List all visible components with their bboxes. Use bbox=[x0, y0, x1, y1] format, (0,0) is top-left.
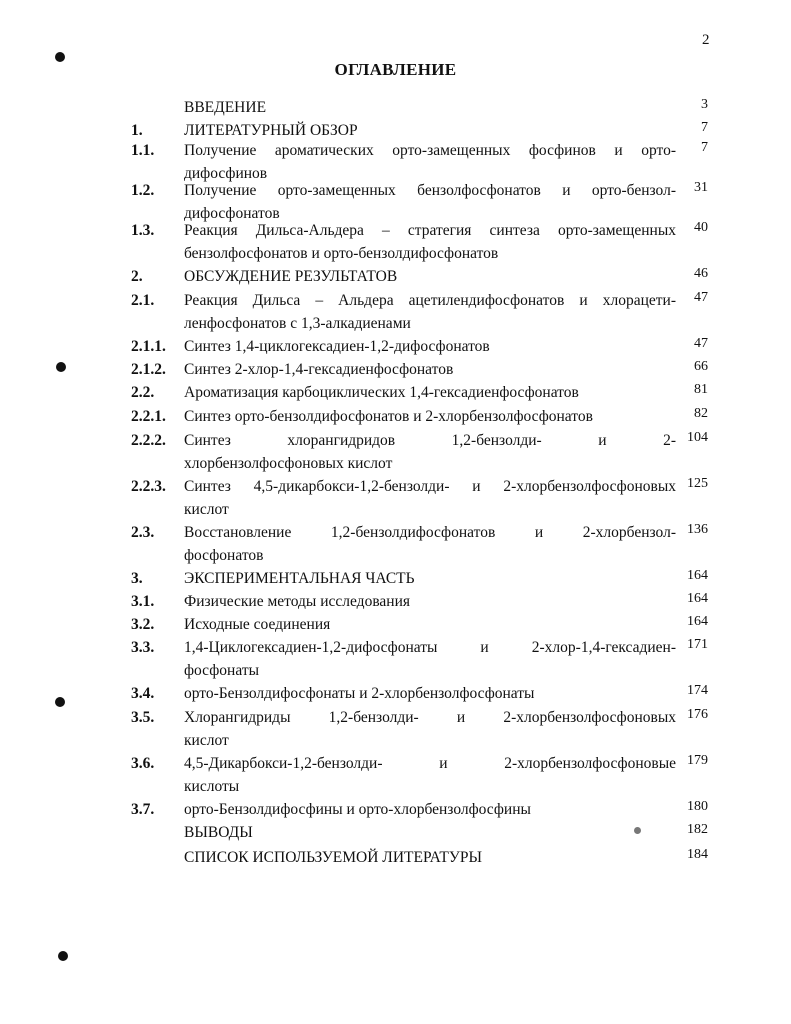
toc-entry-page: 82 bbox=[694, 406, 708, 421]
toc-entry-page: 180 bbox=[687, 799, 708, 814]
toc-entry-page: 81 bbox=[694, 382, 708, 397]
toc-entry-number: 2.1.2. bbox=[131, 361, 166, 378]
toc-entry-title bbox=[184, 429, 676, 475]
toc-entry-page: 125 bbox=[687, 476, 708, 491]
toc-entry-number: 2.2.1. bbox=[131, 408, 166, 425]
toc-entry-title bbox=[184, 613, 676, 636]
toc-entry-title-line: СПИСОК ИСПОЛЬЗУЕМОЙ ЛИТЕРАТУРЫ bbox=[184, 849, 482, 866]
toc-entry-number: 1.1. bbox=[131, 142, 155, 159]
toc-entry-title-line: Синтез орто-бензолдифосфонатов и 2-хлорбензолфосфонатов bbox=[184, 408, 593, 425]
toc-entry-page: 182 bbox=[687, 822, 708, 837]
toc-entry-title bbox=[184, 682, 676, 705]
toc-entry-title-line: 1,4-Циклогексадиен-1,2-дифосфонаты и 2-хлор-1,4-гексадиен- bbox=[184, 639, 676, 656]
toc-entry-title-line: Хлорангидриды 1,2-бензолди- и 2-хлорбензолфосфоновых bbox=[184, 709, 676, 726]
toc-entry-title-line: орто-Бензолдифосфонаты и 2-хлорбензолфосфонаты bbox=[184, 685, 535, 702]
toc-entry-page: 7 bbox=[701, 140, 708, 155]
toc-entry-title bbox=[184, 636, 676, 682]
toc-entry-title-line: дифосфонатов bbox=[184, 205, 280, 222]
toc-entry-title-line: ЛИТЕРАТУРНЫЙ ОБЗОР bbox=[184, 122, 358, 139]
page-title: ОГЛАВЛЕНИЕ bbox=[334, 60, 457, 79]
toc-entry-page: 176 bbox=[687, 707, 708, 722]
toc-entry-number: 1.3. bbox=[131, 222, 155, 239]
toc-entry-page: 164 bbox=[687, 614, 708, 629]
toc-entry-title bbox=[184, 335, 676, 358]
toc-entry-title-line: ВЫВОДЫ bbox=[184, 824, 253, 841]
toc-entry-number: 3.3. bbox=[131, 639, 155, 656]
toc-entry-title bbox=[184, 846, 676, 869]
toc-entry-title-line: кислоты bbox=[184, 778, 240, 795]
toc-entry-title-line: Физические методы исследования bbox=[184, 593, 411, 610]
toc-entry-number: 3.6. bbox=[131, 755, 155, 772]
toc-entry-number: 3.5. bbox=[131, 709, 155, 726]
toc-entry-title bbox=[184, 798, 676, 821]
toc-entry-title bbox=[184, 752, 676, 798]
toc-entry-number: 3.7. bbox=[131, 801, 155, 818]
toc-entry-title bbox=[184, 567, 676, 590]
toc-entry-page: 184 bbox=[687, 847, 708, 862]
toc-entry-title-line: орто-Бензолдифосфины и орто-хлорбензолфосфины bbox=[184, 801, 531, 818]
toc-entry-page: 46 bbox=[694, 266, 708, 281]
toc-entry-title bbox=[184, 96, 676, 119]
toc-entry-number: 2.2. bbox=[131, 384, 155, 401]
toc-entry-title-line: хлорбензолфосфоновых кислот bbox=[184, 455, 393, 472]
toc-entry-page: 171 bbox=[687, 637, 708, 652]
toc-entry-title-line: Синтез 2-хлор-1,4-гексадиенфосфонатов bbox=[184, 361, 454, 378]
toc-entry-title-line: 4,5-Дикарбокси-1,2-бензолди- и 2-хлорбензолфосфоновые bbox=[184, 755, 676, 772]
toc-entry-page: 164 bbox=[687, 568, 708, 583]
toc-entry-title bbox=[184, 706, 676, 752]
toc-entry-number: 2.3. bbox=[131, 524, 155, 541]
toc-entry-title-line: дифосфинов bbox=[184, 165, 268, 182]
toc-entry-number: 3. bbox=[131, 570, 143, 587]
toc-entry-title bbox=[184, 405, 676, 428]
toc-entry-title bbox=[184, 521, 676, 567]
toc-entry-page: 164 bbox=[687, 591, 708, 606]
toc-entry-title-line: Реакция Дильса – Альдера ацетилендифосфонатов и хлорацети- bbox=[184, 292, 676, 309]
toc-entry-page: 31 bbox=[694, 180, 708, 195]
scan-speck bbox=[58, 951, 68, 961]
toc-entry-title-line: фосфонаты bbox=[184, 662, 260, 679]
toc-entry-number: 2.1. bbox=[131, 292, 155, 309]
toc-entry-number: 1. bbox=[131, 122, 143, 139]
toc-entry-title-line: Синтез хлорангидридов 1,2-бензолди- и 2- bbox=[184, 432, 676, 449]
toc-entry-number: 2. bbox=[131, 268, 143, 285]
toc-entry-page: 66 bbox=[694, 359, 708, 374]
scan-speck bbox=[55, 52, 65, 62]
toc-entry-title-line: фосфонатов bbox=[184, 547, 264, 564]
toc-entry-title-line: ВВЕДЕНИЕ bbox=[184, 99, 267, 116]
toc-entry-number: 3.1. bbox=[131, 593, 155, 610]
toc-entry-title bbox=[184, 821, 676, 844]
toc-entry-title-line: бензолфосфонатов и орто-бензолдифосфонатов bbox=[184, 245, 499, 262]
toc-entry-number: 3.4. bbox=[131, 685, 155, 702]
toc-entry-page: 174 bbox=[687, 683, 708, 698]
toc-entry-title-line: кислот bbox=[184, 501, 229, 518]
toc-entry-page: 3 bbox=[701, 97, 708, 112]
toc-entry-title bbox=[184, 289, 676, 335]
toc-entry-title bbox=[184, 475, 676, 521]
toc-entry-number: 2.2.2. bbox=[131, 432, 166, 449]
toc-entry-page: 40 bbox=[694, 220, 708, 235]
scan-speck bbox=[56, 362, 66, 372]
toc-entry-title-line: Получение ароматических орто-замещенных фосфинов и орто- bbox=[184, 142, 676, 159]
toc-entry-title bbox=[184, 381, 676, 404]
page-number: 2 bbox=[702, 32, 710, 48]
toc-entry-title-line: Ароматизация карбоциклических 1,4-гексадиенфосфонатов bbox=[184, 384, 579, 401]
toc-entry-title-line: ОБСУЖДЕНИЕ РЕЗУЛЬТАТОВ bbox=[184, 268, 398, 285]
toc-entry-title-line: Восстановление 1,2-бензолдифосфонатов и 2-хлорбензол- bbox=[184, 524, 676, 541]
toc-entry-title-line: кислот bbox=[184, 732, 229, 749]
toc-entry-page: 47 bbox=[694, 336, 708, 351]
toc-entry-title-line: Получение орто-замещенных бензолфосфонатов и орто-бензол- bbox=[184, 182, 676, 199]
toc-entry-title-line: Реакция Дильса-Альдера – стратегия синтеза орто-замещенных bbox=[184, 222, 676, 239]
scan-speck bbox=[634, 827, 641, 834]
toc-entry-title bbox=[184, 358, 676, 381]
toc-entry-page: 47 bbox=[694, 290, 708, 305]
toc-entry-title-line: ЭКСПЕРИМЕНТАЛЬНАЯ ЧАСТЬ bbox=[184, 570, 415, 587]
toc-entry-title-line: Синтез 4,5-дикарбокси-1,2-бензолди- и 2-хлорбензолфосфоновых bbox=[184, 478, 676, 495]
toc-entry-page: 136 bbox=[687, 522, 708, 537]
toc-entry-page: 104 bbox=[687, 430, 708, 445]
toc-entry-title-line: ленфосфонатов с 1,3-алкадиенами bbox=[184, 315, 411, 332]
toc-entry-title bbox=[184, 590, 676, 613]
toc-entry-number: 3.2. bbox=[131, 616, 155, 633]
toc-entry-number: 2.1.1. bbox=[131, 338, 166, 355]
scan-speck bbox=[55, 697, 65, 707]
toc-entry-title bbox=[184, 219, 676, 265]
toc-entry-page: 7 bbox=[701, 120, 708, 135]
toc-entry-page: 179 bbox=[687, 753, 708, 768]
toc-entry-number: 2.2.3. bbox=[131, 478, 166, 495]
toc-entry-title bbox=[184, 265, 676, 288]
toc-entry-number: 1.2. bbox=[131, 182, 155, 199]
toc-entry-title-line: Синтез 1,4-циклогексадиен-1,2-дифосфонатов bbox=[184, 338, 490, 355]
toc-entry-title-line: Исходные соединения bbox=[184, 616, 331, 633]
